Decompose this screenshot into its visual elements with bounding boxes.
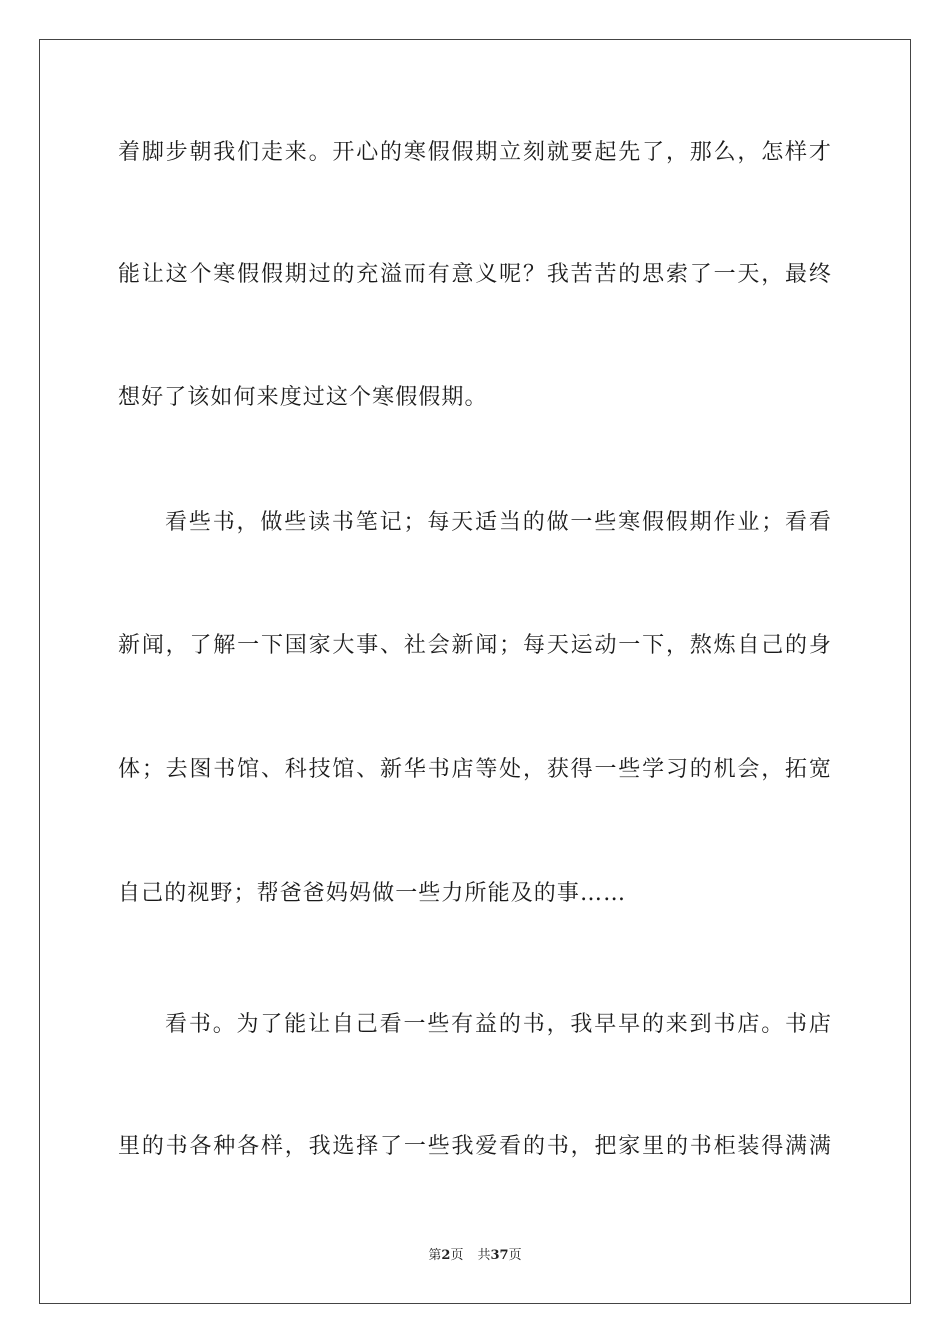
total-pages: 37 <box>490 1248 509 1263</box>
body-line-5: 新闻，了解一下国家大事、社会新闻；每天运动一下，熬炼自己的身 <box>118 633 832 658</box>
body-line-8: 看书。为了能让自己看一些有益的书，我早早的来到书店。书店 <box>165 1012 832 1037</box>
page-number: 2 <box>441 1248 451 1263</box>
body-line-6: 体；去图书馆、科技馆、新华书店等处，获得一些学习的机会，拓宽 <box>118 757 832 782</box>
body-line-7: 自己的视野；帮爸爸妈妈做一些力所能及的事…… <box>118 881 627 906</box>
page-prefix: 第 <box>428 1248 442 1263</box>
body-line-2: 能让这个寒假假期过的充溢而有意义呢？我苦苦的思索了一天，最终 <box>118 262 832 287</box>
page-suffix: 页 <box>450 1248 464 1263</box>
body-line-1: 着脚步朝我们走来。开心的寒假假期立刻就要起先了，那么，怎样才 <box>118 140 832 165</box>
total-suffix: 页 <box>508 1248 522 1263</box>
body-line-3: 想好了该如何来度过这个寒假假期。 <box>118 385 488 410</box>
body-line-9: 里的书各种各样，我选择了一些我爱看的书，把家里的书柜装得满满 <box>118 1134 832 1159</box>
total-prefix: 共 <box>477 1248 491 1263</box>
body-line-4: 看些书，做些读书笔记；每天适当的做一些寒假假期作业；看看 <box>165 510 832 535</box>
page-border <box>39 39 911 1304</box>
page-footer <box>0 1248 950 1264</box>
